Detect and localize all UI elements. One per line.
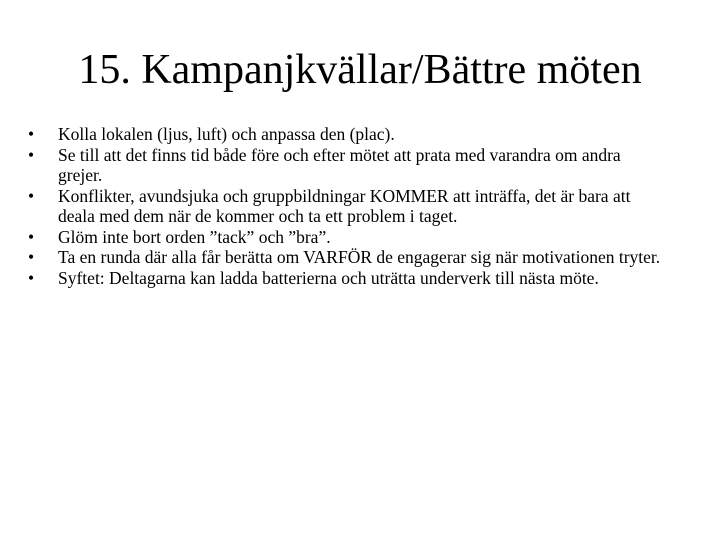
- bullet-icon: •: [28, 226, 35, 247]
- bullet-icon: •: [28, 267, 35, 288]
- list-item-text: Se till att det finns tid både före och efter mötet att prata med varandra om andra grejer.: [58, 144, 621, 185]
- bullet-icon: •: [28, 185, 35, 206]
- list-item-text: Glöm inte bort orden ”tack” och ”bra”.: [58, 226, 331, 247]
- list-item-text: Kolla lokalen (ljus, luft) och anpassa den (plac).: [58, 124, 395, 144]
- list-item-text: Ta en runda där alla får berätta om VARFÖR de engagerar sig när motivationen tryter.: [58, 247, 661, 267]
- bullet-list: [28, 124, 668, 288]
- list-item: [28, 268, 668, 289]
- bullet-icon: •: [28, 124, 35, 144]
- slide-title: 15. Kampanjkvällar/Bättre möten: [78, 47, 642, 93]
- list-item: [28, 186, 668, 227]
- bullet-icon: •: [28, 144, 35, 165]
- bullet-icon: •: [28, 247, 35, 267]
- list-item: [28, 145, 668, 186]
- list-item: [28, 247, 668, 268]
- list-item: [28, 124, 668, 145]
- list-item-text: Syftet: Deltagarna kan ladda batterierna och uträtta underverk till nästa möte.: [58, 267, 599, 288]
- list-item: [28, 227, 668, 248]
- list-item-text: Konflikter, avundsjuka och gruppbildningar KOMMER att inträffa, det är bara att deala med dem när de kommer och ta ett problem i taget.: [58, 185, 631, 226]
